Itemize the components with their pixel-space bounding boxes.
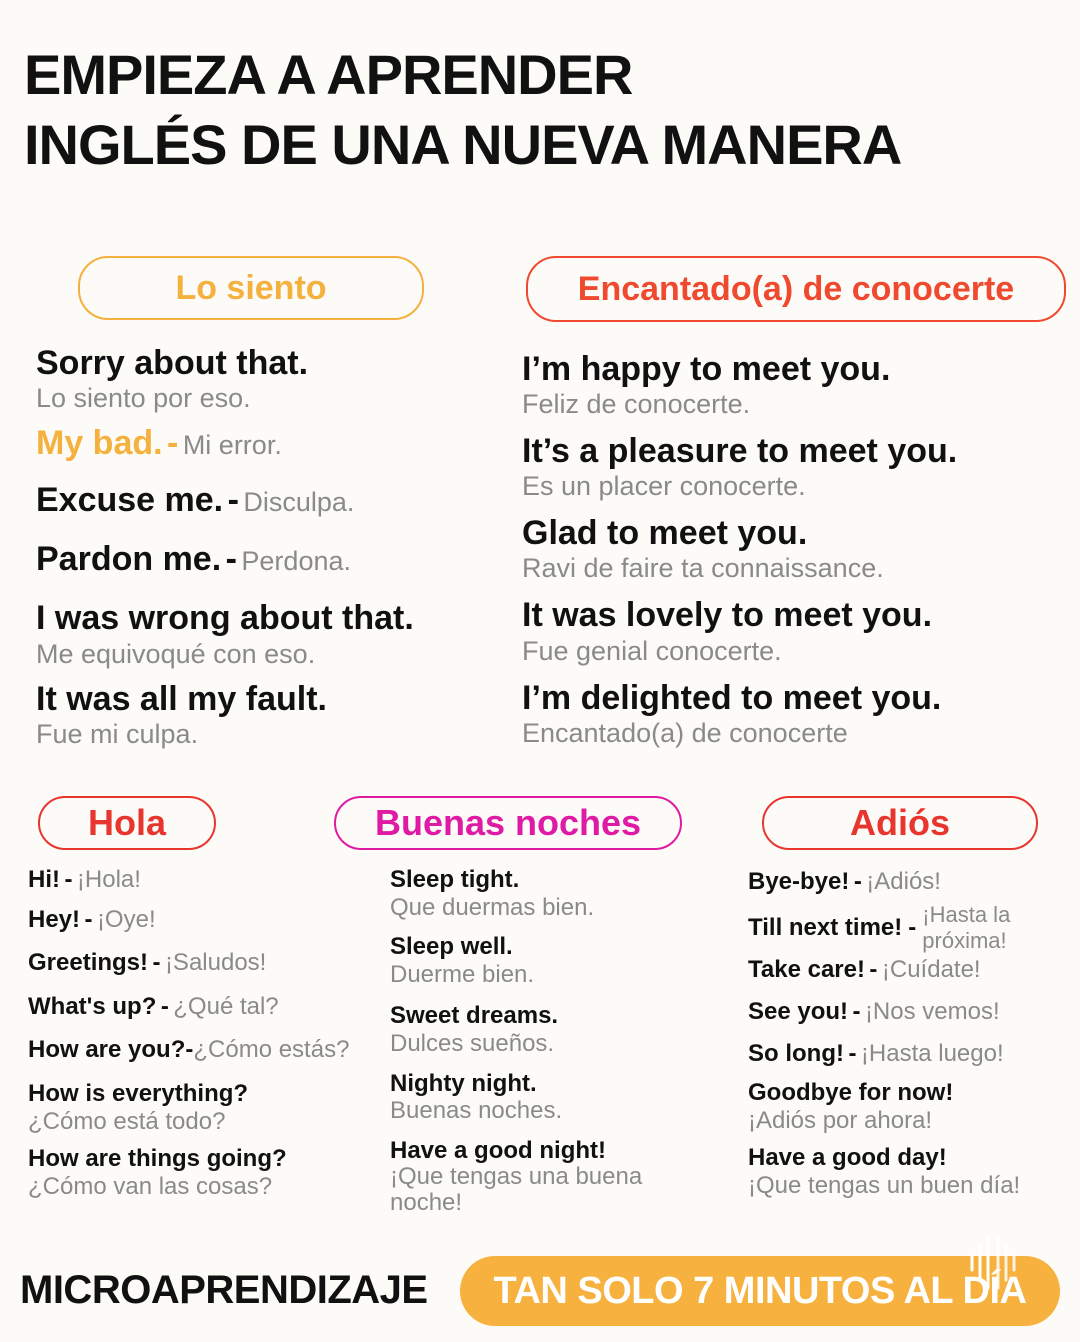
phrase-en: Goodbye for now! — [748, 1079, 954, 1107]
phrase-es: Perdona. — [241, 546, 351, 577]
list-item — [28, 1036, 388, 1064]
phrase-es: Dulces sueños. — [390, 1029, 555, 1057]
list-item — [522, 350, 1072, 420]
heading-encantado-label: Encantado(a) de conocerte — [577, 269, 1015, 308]
phrase-en: Nighty night. — [390, 1069, 537, 1097]
heading-hola-label: Hola — [87, 802, 166, 843]
list-item — [748, 1040, 1078, 1068]
phrase-en: Pardon me. — [36, 540, 222, 579]
phrase-en: Till next time! — [748, 914, 903, 942]
phrase-separator: - — [64, 866, 73, 893]
phrase-es: ¡Oye! — [96, 905, 156, 933]
phrase-en: Excuse me. — [36, 481, 224, 520]
list-item — [36, 680, 506, 750]
list-item — [390, 1070, 730, 1125]
heading-lo-siento-label: Lo siento — [175, 268, 327, 307]
phrase-en: Hey! — [28, 905, 81, 933]
phrase-es: Fue mi culpa. — [36, 718, 199, 749]
list-item — [28, 993, 388, 1021]
phrase-separator: - — [152, 949, 161, 977]
phrase-en: Hi! — [28, 866, 60, 893]
list-item — [36, 481, 506, 520]
brand-name: MICROAPRENDIZAJE — [20, 1268, 428, 1312]
list-item — [522, 596, 1072, 666]
list-item — [28, 1080, 388, 1135]
phrase-es: Disculpa. — [243, 487, 355, 518]
heading-encantado — [526, 256, 1066, 322]
tagline-text: TAN SOLO 7 MINUTOS AL DÍA — [493, 1269, 1027, 1312]
phrase-en: I’m happy to meet you. — [522, 350, 891, 388]
phrase-separator: - — [160, 992, 169, 1020]
phrase-es: ¡Hasta luego! — [860, 1039, 1004, 1067]
phrase-en: Sleep well. — [390, 933, 513, 961]
phrase-es: Mi error. — [182, 430, 282, 461]
list-item — [748, 998, 1078, 1026]
list-item — [28, 949, 388, 977]
list-adios — [748, 868, 1078, 1200]
heading-lo-siento — [78, 256, 424, 320]
heading-hola — [38, 796, 216, 850]
phrase-es: Duerme bien. — [390, 960, 535, 988]
list-item — [390, 866, 730, 921]
phrase-separator: - — [227, 481, 239, 520]
heading-buenas-noches — [334, 796, 682, 850]
phrase-es: Es un placer conocerte. — [522, 471, 806, 502]
phrase-es: Me equivoqué con eso. — [36, 638, 316, 669]
list-encantado — [522, 350, 1072, 749]
phrase-en: It was all my fault. — [36, 679, 327, 718]
phrase-en: It was lovely to meet you. — [522, 596, 933, 635]
phrase-es: ¡Que tengas una buena noche! — [390, 1163, 643, 1216]
list-hola — [28, 866, 388, 1200]
phrase-es: ¡Que tengas un buen día! — [748, 1171, 1021, 1199]
phrase-es: ¡Saludos! — [164, 949, 267, 977]
phrase-separator: - — [908, 914, 917, 942]
phrase-es: Ravi de faire ta connaissance. — [522, 553, 884, 584]
app-logo-icon — [966, 1234, 1020, 1292]
phrase-en: I was wrong about that. — [36, 599, 414, 638]
phrase-es: Lo siento por eso. — [36, 383, 251, 414]
phrase-es: ¡Nos vemos! — [864, 997, 1000, 1025]
list-item — [390, 933, 730, 988]
phrase-es: Fue genial conocerte. — [522, 635, 782, 666]
list-item — [36, 424, 506, 463]
phrase-es: Que duermas bien. — [390, 893, 595, 921]
list-lo-siento — [36, 344, 506, 750]
title-line-1: EMPIEZA A APRENDER — [24, 43, 633, 106]
list-item — [28, 1145, 388, 1200]
phrase-en: How are things going? — [28, 1145, 287, 1173]
page-title — [24, 40, 901, 180]
list-item — [748, 956, 1078, 984]
phrase-en: Have a good night! — [390, 1136, 606, 1164]
phrase-separator: - — [225, 540, 237, 579]
phrase-es: Buenas noches. — [390, 1097, 563, 1125]
phrase-en: See you! — [748, 997, 849, 1025]
phrase-en: Take care! — [748, 956, 865, 984]
phrase-es: ¡Hasta la próxima! — [922, 901, 1011, 953]
phrase-es: ¡Hola! — [76, 866, 141, 893]
list-item — [748, 902, 1078, 955]
title-line-2: INGLÉS DE UNA NUEVA MANERA — [24, 113, 902, 176]
phrase-en: What's up? — [28, 992, 157, 1020]
phrase-separator: - — [185, 1036, 194, 1064]
heading-buenas-noches-label: Buenas noches — [374, 802, 642, 843]
phrase-separator: - — [852, 997, 861, 1025]
phrase-en: Sweet dreams. — [390, 1002, 559, 1030]
list-item — [748, 1144, 1078, 1199]
list-item — [390, 1137, 730, 1215]
list-item — [36, 599, 506, 669]
phrase-es: ¿Qué tal? — [173, 992, 279, 1020]
phrase-en: Glad to meet you. — [522, 514, 808, 553]
phrase-es: ¿Cómo estás? — [193, 1036, 350, 1064]
phrase-separator: - — [853, 868, 862, 895]
list-item — [748, 868, 1078, 896]
heading-adios-label: Adiós — [849, 802, 950, 843]
list-item — [522, 432, 1072, 502]
phrase-es: Encantado(a) de conocerte — [522, 717, 848, 748]
phrase-en: Bye-bye! — [748, 868, 850, 895]
phrase-separator: - — [84, 905, 93, 933]
phrase-en: I’m delighted to meet you. — [522, 678, 942, 717]
phrase-es: ¿Cómo van las cosas? — [28, 1172, 273, 1200]
list-item — [390, 1002, 730, 1057]
list-item — [522, 514, 1072, 584]
phrase-en: Sorry about that. — [36, 344, 309, 382]
phrase-en: Have a good day! — [748, 1144, 947, 1172]
phrase-en: How is everything? — [28, 1079, 249, 1107]
list-item — [522, 679, 1072, 749]
phrase-separator: - — [167, 424, 179, 463]
phrase-en: How are you? — [28, 1036, 186, 1064]
phrase-es: Feliz de conocerte. — [522, 389, 751, 420]
list-buenas-noches — [390, 866, 730, 1215]
phrase-en: So long! — [748, 1039, 844, 1067]
phrase-separator: - — [869, 956, 878, 984]
phrase-es: ¿Cómo está todo? — [28, 1107, 226, 1135]
phrase-en: Greetings! — [28, 949, 149, 977]
list-item — [36, 344, 506, 414]
list-item — [748, 1079, 1078, 1134]
phrase-en: Sleep tight. — [390, 866, 520, 893]
heading-adios — [762, 796, 1038, 850]
phrase-en: It’s a pleasure to meet you. — [522, 432, 958, 471]
phrase-es: ¡Cuídate! — [881, 956, 981, 984]
list-item — [36, 540, 506, 579]
list-item — [28, 866, 388, 894]
phrase-separator: - — [848, 1039, 857, 1067]
phrase-es: ¡Adiós! — [866, 868, 941, 895]
list-item — [28, 906, 388, 934]
phrase-en: My bad. — [36, 424, 163, 463]
phrase-es: ¡Adiós por ahora! — [748, 1106, 933, 1134]
